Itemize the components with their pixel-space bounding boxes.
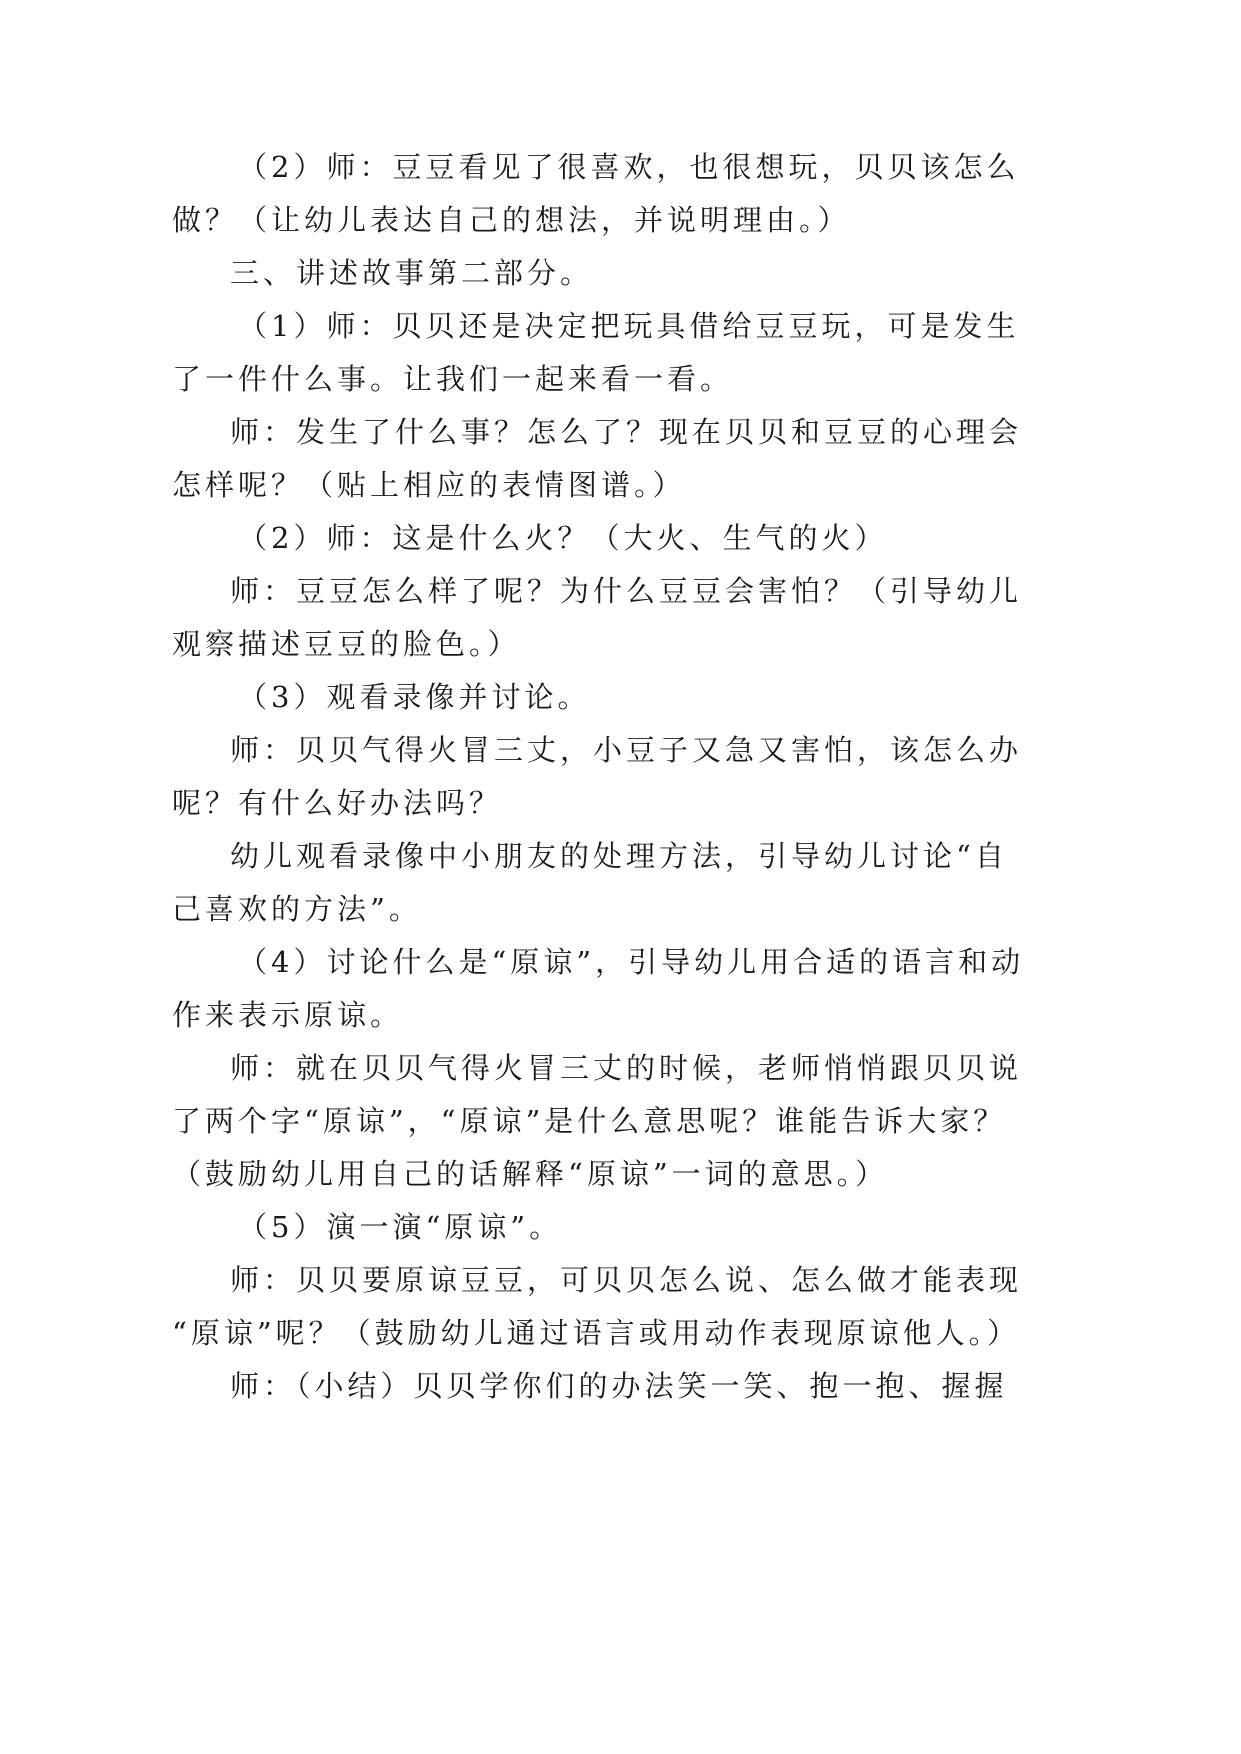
paragraph-line: 师：贝贝气得火冒三丈，小豆子又急又害怕，该怎么办 [230, 733, 1023, 767]
paragraph-line: （1）师：贝贝还是决定把玩具借给豆豆玩，可是发生 [238, 309, 1020, 343]
paragraph-line: 幼儿观看录像中小朋友的处理方法，引导幼儿讨论“自 [230, 839, 1008, 873]
paragraph-line: 作来表示原谅。 [172, 998, 404, 1032]
paragraph-line: 师：贝贝要原谅豆豆，可贝贝怎么说、怎么做才能表现 [230, 1263, 1023, 1297]
paragraph-line: 师：就在贝贝气得火冒三丈的时候，老师悄悄跟贝贝说 [230, 1051, 1023, 1085]
paragraph-line: （2）师：这是什么火？（大火、生气的火） [238, 521, 888, 555]
paragraph-line: （5）演一演“原谅”。 [238, 1210, 563, 1244]
paragraph-line: 师：发生了什么事？怎么了？现在贝贝和豆豆的心理会 [230, 415, 1023, 449]
paragraph-line: （4）讨论什么是“原谅”，引导幼儿用合适的语言和动 [238, 945, 1025, 979]
paragraph-line: 做？（让幼儿表达自己的想法，并说明理由。） [172, 203, 851, 237]
paragraph-line: 了两个字“原谅”，“原谅”是什么意思呢？谁能告诉大家？ [172, 1104, 1007, 1138]
paragraph-line: 师：（小结）贝贝学你们的办法笑一笑、抱一抱、握握 [230, 1369, 1008, 1403]
paragraph-line: 呢？有什么好办法吗？ [172, 786, 503, 820]
paragraph-line: （2）师：豆豆看见了很喜欢，也很想玩，贝贝该怎么 [238, 150, 1020, 184]
paragraph-line: （鼓励幼儿用自己的话解释“原谅”一词的意思。） [172, 1157, 889, 1191]
paragraph-line: 观察描述豆豆的脸色。） [172, 627, 521, 661]
paragraph-line: （3）观看录像并讨论。 [238, 680, 591, 714]
section-heading: 三、讲述故事第二部分。 [230, 256, 594, 290]
paragraph-line: 师：豆豆怎么样了呢？为什么豆豆会害怕？（引导幼儿 [230, 574, 1023, 608]
paragraph-line: 怎样呢？（贴上相应的表情图谱。） [172, 468, 686, 502]
paragraph-line: 己喜欢的方法”。 [172, 892, 422, 926]
paragraph-line: 了一件什么事。让我们一起来看一看。 [172, 362, 734, 396]
paragraph-line: “原谅”呢？（鼓励幼儿通过语言或用动作表现原谅他人。） [172, 1316, 1021, 1350]
